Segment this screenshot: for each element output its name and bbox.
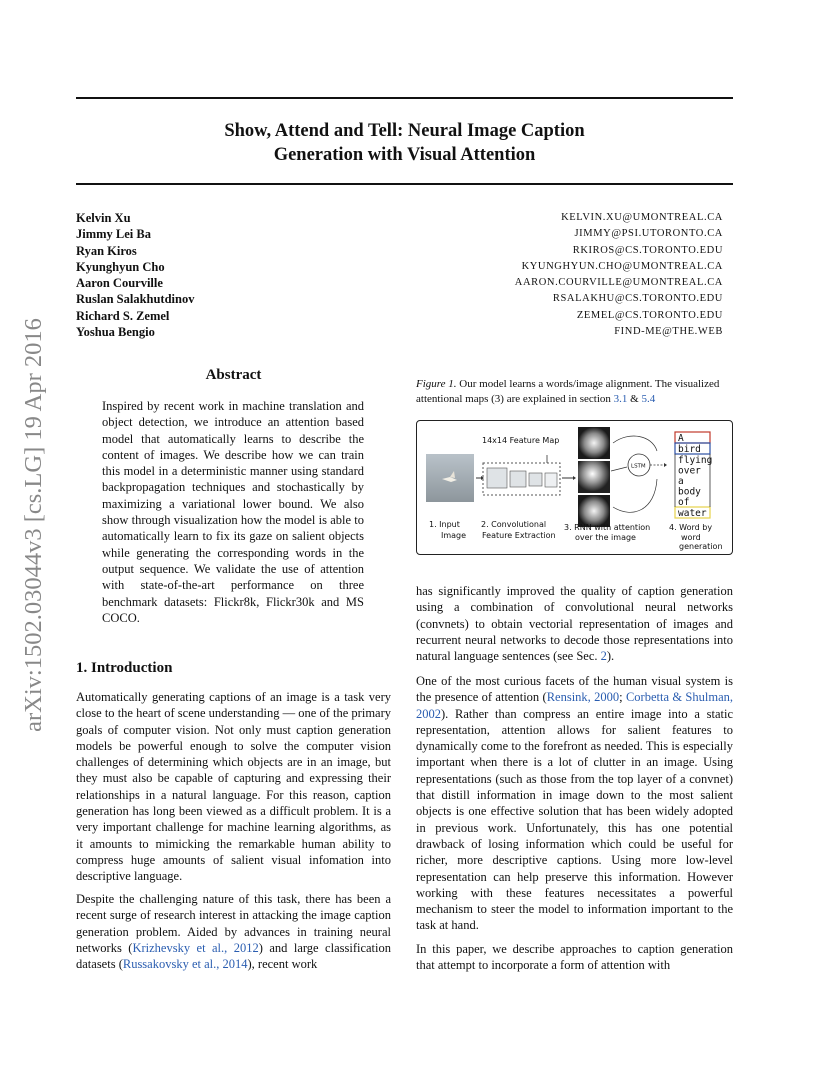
generated-word: bird xyxy=(678,444,701,455)
text-run: has significantly improved the quality of caption generation using a combination of convolutional neural networks (convnets) to obtain vectorial representation of images and recurrent neural networks to decode those representations into natural language sentences (see Sec. xyxy=(416,584,733,664)
author-name: Jimmy Lei Ba xyxy=(76,227,151,242)
text-run: ). xyxy=(606,649,615,664)
arxiv-id-text: arXiv:1502.03044v3 [cs.LG] 19 Apr 2016 xyxy=(20,318,47,732)
step-label: 3. RNN with attention xyxy=(564,523,651,532)
author-email[interactable]: JIMMY@PSI.UTORONTO.CA xyxy=(574,228,723,240)
rnn-loop-arrow xyxy=(613,479,657,512)
author-email[interactable]: KYUNGHYUN.CHO@UMONTREAL.CA xyxy=(521,260,723,272)
arrow xyxy=(611,467,627,471)
author-row xyxy=(76,243,733,259)
step-label: Feature Extraction xyxy=(482,531,556,540)
figure-label: Figure 1. xyxy=(416,378,457,390)
generated-word: over xyxy=(678,465,701,477)
author-email[interactable]: FIND-ME@THE.WEB xyxy=(614,326,723,338)
section-ref-link[interactable]: 3.1 xyxy=(613,393,628,405)
attention-map xyxy=(578,461,610,493)
section-ref-link[interactable]: 2 xyxy=(600,649,607,664)
right-paragraph-1 xyxy=(416,583,733,664)
arrowhead xyxy=(664,463,667,467)
generated-word: A xyxy=(678,433,684,444)
step-label: 2. Convolutional xyxy=(481,520,547,529)
rnn-loop-arrow xyxy=(613,436,657,451)
step-label: Image xyxy=(441,531,467,540)
author-email[interactable]: RSALAKHU@CS.TORONTO.EDU xyxy=(552,293,723,305)
conv-layer xyxy=(529,473,542,486)
title-line-1: Show, Attend and Tell: Neural Image Caption xyxy=(224,121,585,141)
conv-layer xyxy=(545,473,557,487)
feature-map-label: 14x14 Feature Map xyxy=(482,436,560,445)
author-row xyxy=(76,324,733,340)
author-list xyxy=(76,210,733,340)
text-run: ), recent work xyxy=(247,957,318,972)
introduction-heading: 1. Introduction xyxy=(76,660,173,676)
right-paragraph-3: In this paper, we describe approaches to caption generation that attempt to incorporate a form of attention with xyxy=(416,942,733,973)
author-name: Aaron Courville xyxy=(76,276,163,291)
step-label: 4. Word by xyxy=(669,523,713,532)
section-ref-link[interactable]: 5.4 xyxy=(641,393,656,405)
author-name: Kyunghyun Cho xyxy=(76,259,165,274)
step-label: generation xyxy=(679,542,723,551)
title-line-2: Generation with Visual Attention xyxy=(273,145,536,165)
attention-map xyxy=(578,427,610,459)
generated-word: of xyxy=(678,497,690,508)
author-row xyxy=(76,275,733,291)
arxiv-side-identifier xyxy=(19,290,49,760)
citation-link[interactable]: Krizhevsky et al., 2012 xyxy=(132,940,259,955)
author-row xyxy=(76,210,733,226)
author-name: Richard S. Zemel xyxy=(76,308,170,323)
intro-paragraph-2 xyxy=(76,891,391,972)
text-run: ; xyxy=(619,690,626,705)
figure-svg xyxy=(417,421,734,556)
generated-word: a xyxy=(678,476,684,487)
author-email[interactable]: KELVIN.XU@UMONTREAL.CA xyxy=(561,212,723,223)
generated-word: flying xyxy=(678,455,713,466)
text-run: Our model learns a words/image alignment. The visualized attentional maps (3) are explained in section xyxy=(416,378,720,405)
author-name: Kelvin Xu xyxy=(76,211,131,225)
citation-link[interactable]: Russakovsky et al., 2014 xyxy=(122,957,248,972)
intro-paragraph-1: Automatically generating captions of an image is a task very close to the heart of scene understanding — one of the primary goals of computer vision. Not only must caption generation models be powerful enough to solve the computer vision challenges of determining which objects are in an image, but they must also be capable of capturing and expressing their relationships in a natural language. For this reason, caption generation has long been viewed as a difficult problem. It is a very important challenge for machine learning algorithms, as it amounts to mimicking the remarkable human ability to compress huge amounts of salient visual infomation into descriptive language. xyxy=(76,690,391,884)
abstract-text: Inspired by recent work in machine translation and object detection, we introduce an attention based model that automatically learns to describe the content of images. We describe how we can train this model in a deterministic manner using standard backpropagation techniques and stochastically by maximizing a variational lower bound. We also show through visualization how the model is able to automatically learn to fix its gaze on salient objects while generating the corresponding words in the output sequence. We validate the use of attention with state-of-the-art performance on three benchmark datasets: Flickr8k, Flickr30k and MS COCO. xyxy=(102,399,364,625)
author-email[interactable]: ZEMEL@CS.TORONTO.EDU xyxy=(576,309,723,321)
text-run: ). Rather than compress an entire image into a static representation, attention allows for salient features to dynamically come to the forefront as needed. This is especially important when there is a lot of clutter in an image. Using representations (such as those from the top layer of a convnet) that distill information in image down to the most salient objects is one effective solution that has been widely adopted in previous work. Unfortunately, this has one potential drawback of losing information which could be useful for richer, more descriptive captions. Using more low-level representation can help preserve this information. However working with these features necessitates a powerful mechanism to steer the model to information important to the task at hand. xyxy=(416,706,733,933)
citation-link[interactable]: Rensink, 2000 xyxy=(546,690,620,705)
generated-word: water xyxy=(678,508,707,519)
bottom-rule xyxy=(76,183,733,185)
author-name: Ryan Kiros xyxy=(76,243,137,258)
citation-link[interactable]: Corbetta & Shulman, 2002 xyxy=(416,690,733,721)
top-rule xyxy=(76,97,733,99)
text-run: One of the most curious facets of the human visual system is the presence of attention ( xyxy=(416,674,733,705)
conv-layer xyxy=(487,468,507,488)
text-run: Despite the challenging nature of this task, there has been a recent surge of research interest in attacking the image caption generation problem. Aided by advances in training neural networks ( xyxy=(76,892,391,955)
figure-caption xyxy=(416,377,733,407)
paper-title xyxy=(76,119,733,167)
author-email[interactable]: RKIROS@CS.TORONTO.EDU xyxy=(572,244,723,256)
author-name: Ruslan Salakhutdinov xyxy=(76,292,195,307)
abstract-heading: Abstract xyxy=(205,367,262,383)
right-paragraph-2 xyxy=(416,673,733,934)
author-email[interactable]: AARON.COURVILLE@UMONTREAL.CA xyxy=(514,277,723,289)
generated-word: body xyxy=(678,486,701,498)
arrowhead xyxy=(573,476,576,480)
author-row xyxy=(76,226,733,242)
conv-layer xyxy=(510,471,526,487)
step-label: 1. Input xyxy=(429,520,460,529)
author-row xyxy=(76,291,733,307)
figure-1-diagram xyxy=(416,420,733,555)
author-name: Yoshua Bengio xyxy=(76,325,155,340)
step-label: over the image xyxy=(575,533,636,542)
text-run: ) and large classification datasets ( xyxy=(76,940,392,972)
step-label: word xyxy=(681,533,701,542)
author-row xyxy=(76,259,733,275)
lstm-label: LSTM xyxy=(631,463,646,470)
author-row xyxy=(76,308,733,324)
text-run: & xyxy=(627,393,642,405)
